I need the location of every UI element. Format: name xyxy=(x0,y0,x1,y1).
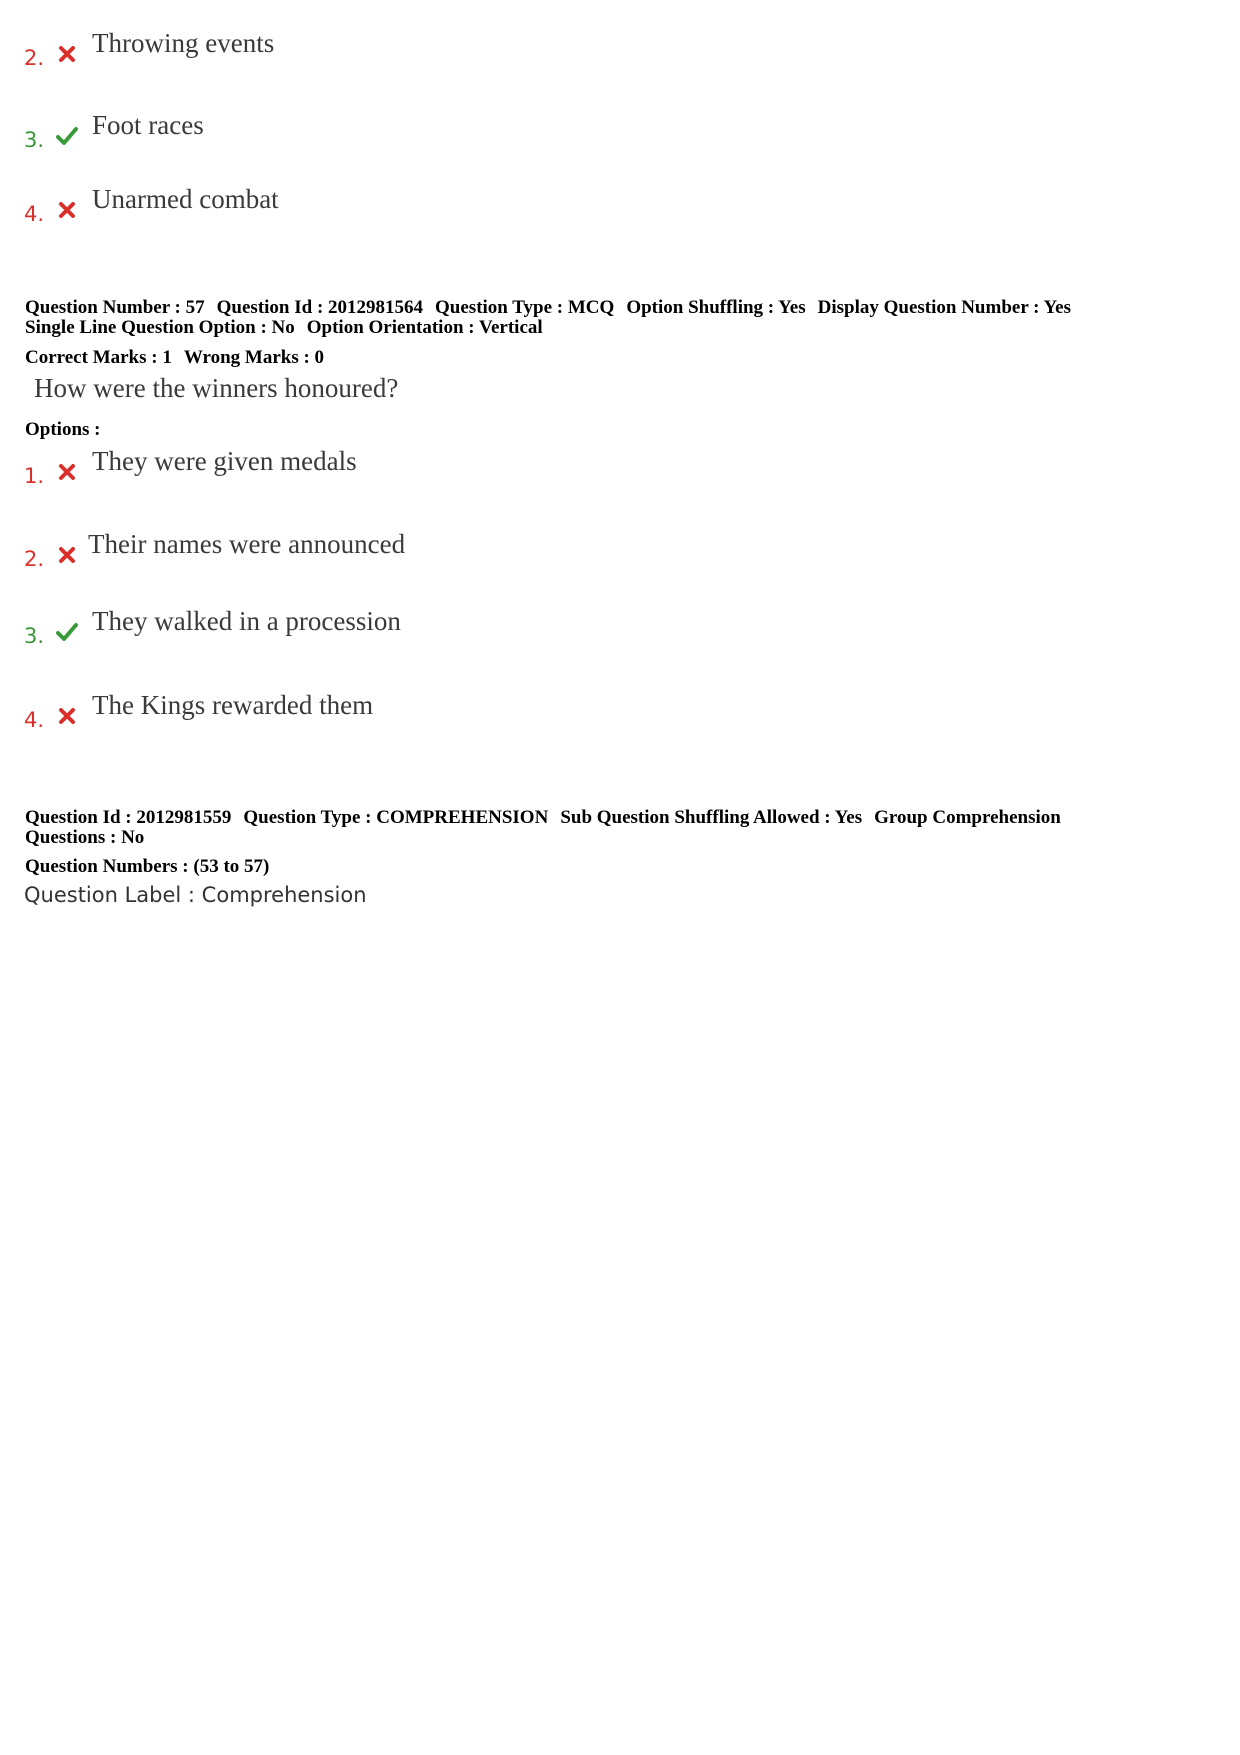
question-text: How were the winners honoured? xyxy=(34,373,399,403)
correct-check-icon xyxy=(55,620,79,644)
option-text: Throwing events xyxy=(92,28,275,58)
option-number: 1. xyxy=(24,464,45,488)
prev-option-2 xyxy=(24,28,624,78)
sub-question-shuffling: Sub Question Shuffling Allowed : Yes xyxy=(560,807,863,828)
wrong-cross-icon xyxy=(55,460,79,484)
question-meta-line2 xyxy=(25,317,543,338)
wrong-marks: Wrong Marks : 0 xyxy=(183,347,325,368)
single-line-option: Single Line Question Option : No xyxy=(25,317,295,338)
group-comprehension: Group Comprehension xyxy=(874,807,1061,828)
wrong-cross-icon xyxy=(55,42,79,66)
option-number: 3. xyxy=(24,624,45,648)
comprehension-question-id: Question Id : 2012981559 xyxy=(25,807,232,828)
comprehension-meta-line2: Questions : No xyxy=(25,827,145,848)
question-type: Question Type : MCQ xyxy=(435,297,615,318)
correct-check-icon xyxy=(55,124,79,148)
question-number: Question Number : 57 xyxy=(25,297,205,318)
prev-option-3 xyxy=(24,110,624,160)
option-text: Their names were announced xyxy=(88,529,406,559)
option-text: Unarmed combat xyxy=(92,184,279,214)
correct-marks: Correct Marks : 1 xyxy=(25,347,172,368)
wrong-cross-icon xyxy=(55,704,79,728)
option-orientation: Option Orientation : Vertical xyxy=(306,317,543,338)
option-2 xyxy=(24,529,624,579)
option-text: The Kings rewarded them xyxy=(92,690,374,720)
option-3 xyxy=(24,606,624,656)
question-numbers: Question Numbers : (53 to 57) xyxy=(25,856,270,877)
option-number: 3. xyxy=(24,128,45,152)
option-number: 4. xyxy=(24,708,45,732)
option-number: 2. xyxy=(24,46,45,70)
option-text: They walked in a procession xyxy=(92,606,401,636)
wrong-cross-icon xyxy=(55,198,79,222)
option-number: 4. xyxy=(24,202,45,226)
option-1 xyxy=(24,446,624,496)
option-text: They were given medals xyxy=(92,446,357,476)
comprehension-meta-line1 xyxy=(25,807,1061,828)
question-id: Question Id : 2012981564 xyxy=(216,297,424,318)
wrong-cross-icon xyxy=(55,543,79,567)
comprehension-question-type: Question Type : COMPREHENSION xyxy=(243,807,549,828)
option-4 xyxy=(24,690,624,740)
prev-option-4 xyxy=(24,184,624,234)
question-meta-line1 xyxy=(25,297,1071,318)
option-shuffling: Option Shuffling : Yes xyxy=(626,297,806,318)
question-marks xyxy=(25,347,324,368)
display-question-number: Display Question Number : Yes xyxy=(817,297,1071,318)
option-number: 2. xyxy=(24,547,45,571)
option-text: Foot races xyxy=(92,110,204,140)
options-label: Options : xyxy=(25,419,101,440)
question-label: Question Label : Comprehension xyxy=(24,883,367,907)
